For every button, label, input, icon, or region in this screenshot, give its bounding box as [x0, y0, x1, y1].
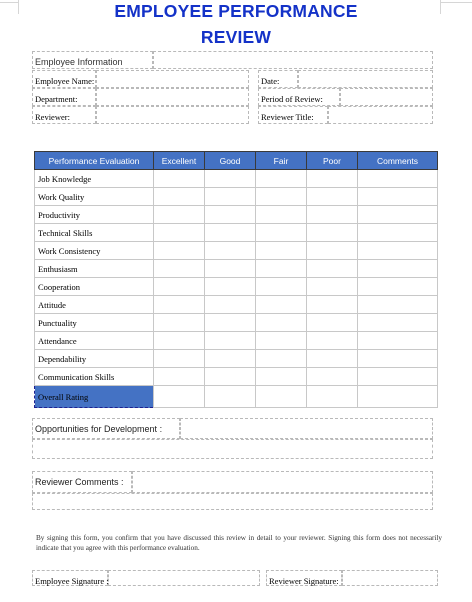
table-row — [35, 314, 438, 332]
development-field-top[interactable] — [180, 418, 433, 439]
reviewer-signature-field[interactable] — [342, 570, 438, 586]
criterion-label: Enthusiasm — [35, 260, 154, 278]
rating-cell-poor[interactable] — [307, 278, 358, 296]
rating-cell-excellent[interactable] — [154, 242, 205, 260]
overall-rating-cell-good[interactable] — [205, 386, 256, 408]
comments-cell[interactable] — [358, 296, 438, 314]
rating-cell-good[interactable] — [205, 332, 256, 350]
department-field[interactable] — [96, 88, 249, 106]
table-row — [35, 206, 438, 224]
comments-cell[interactable] — [358, 278, 438, 296]
table-row — [35, 224, 438, 242]
employee-info-heading-label: Employee Information — [35, 57, 123, 67]
reviewer-title-field[interactable] — [328, 106, 433, 124]
overall-rating-cell-fair[interactable] — [256, 386, 307, 408]
department-label-cell — [32, 88, 96, 106]
rating-cell-excellent[interactable] — [154, 170, 205, 188]
rating-cell-excellent[interactable] — [154, 224, 205, 242]
overall-rating-label: Overall Rating — [35, 386, 154, 408]
rating-cell-poor[interactable] — [307, 332, 358, 350]
performance-table-header — [35, 152, 438, 170]
comments-cell[interactable] — [358, 368, 438, 386]
rating-cell-fair[interactable] — [256, 350, 307, 368]
comments-cell[interactable] — [358, 242, 438, 260]
header-criteria: Performance Evaluation — [35, 152, 154, 170]
reviewer-label: Reviewer: — [35, 112, 70, 122]
rating-cell-good[interactable] — [205, 188, 256, 206]
table-row — [35, 260, 438, 278]
table-row — [35, 296, 438, 314]
rating-cell-good[interactable] — [205, 260, 256, 278]
rating-cell-poor[interactable] — [307, 350, 358, 368]
comments-cell[interactable] — [358, 260, 438, 278]
employee-signature-label-cell — [32, 570, 108, 586]
header-fair: Fair — [256, 152, 307, 170]
rating-cell-good[interactable] — [205, 350, 256, 368]
rating-cell-good[interactable] — [205, 224, 256, 242]
page-title-line-1: EMPLOYEE PERFORMANCE — [114, 1, 358, 21]
rating-cell-good[interactable] — [205, 242, 256, 260]
performance-table — [34, 151, 438, 408]
header-comments: Comments — [358, 152, 438, 170]
rating-cell-poor[interactable] — [307, 314, 358, 332]
table-row — [35, 350, 438, 368]
rating-cell-fair[interactable] — [256, 278, 307, 296]
overall-rating-row — [35, 386, 438, 408]
rating-cell-fair[interactable] — [256, 368, 307, 386]
rating-cell-fair[interactable] — [256, 260, 307, 278]
rating-cell-excellent[interactable] — [154, 314, 205, 332]
rating-cell-fair[interactable] — [256, 332, 307, 350]
comments-label-cell — [32, 471, 132, 493]
rating-cell-excellent[interactable] — [154, 296, 205, 314]
page-title-line-2: REVIEW — [200, 27, 272, 47]
rating-cell-excellent[interactable] — [154, 278, 205, 296]
date-label-cell — [258, 70, 298, 88]
employee-info-heading-spacer — [153, 51, 433, 69]
employee-name-label: Employee Name: — [35, 76, 95, 86]
header-excellent: Excellent — [154, 152, 205, 170]
rating-cell-good[interactable] — [205, 170, 256, 188]
rating-cell-poor[interactable] — [307, 206, 358, 224]
criterion-label: Attendance — [35, 332, 154, 350]
development-label-cell — [32, 418, 180, 439]
comments-cell[interactable] — [358, 224, 438, 242]
criterion-label: Work Consistency — [35, 242, 154, 260]
table-row — [35, 368, 438, 386]
period-label-cell — [258, 88, 340, 106]
table-row — [35, 332, 438, 350]
rating-cell-good[interactable] — [205, 206, 256, 224]
comments-cell[interactable] — [358, 206, 438, 224]
rating-cell-poor[interactable] — [307, 368, 358, 386]
overall-comments-cell[interactable] — [358, 386, 438, 408]
criterion-label: Attitude — [35, 296, 154, 314]
rating-cell-fair[interactable] — [256, 206, 307, 224]
rating-cell-fair[interactable] — [256, 188, 307, 206]
criterion-label: Technical Skills — [35, 224, 154, 242]
rating-cell-poor[interactable] — [307, 242, 358, 260]
rating-cell-fair[interactable] — [256, 296, 307, 314]
criterion-label: Cooperation — [35, 278, 154, 296]
department-label: Department: — [35, 94, 78, 104]
period-label: Period of Review: — [261, 94, 323, 104]
comments-cell[interactable] — [358, 332, 438, 350]
criterion-label: Communication Skills — [35, 368, 154, 386]
employee-name-field[interactable] — [96, 70, 249, 88]
criterion-label: Job Knowledge — [35, 170, 154, 188]
overall-rating-cell-poor[interactable] — [307, 386, 358, 408]
criterion-label: Punctuality — [35, 314, 154, 332]
rating-cell-fair[interactable] — [256, 242, 307, 260]
rating-cell-poor[interactable] — [307, 296, 358, 314]
signature-disclaimer: By signing this form, you confirm that you have discussed this review in detail to your reviewer. Signing this form does not necessarily indicate that you agree with this performance evaluation. — [36, 534, 442, 552]
rating-cell-good[interactable] — [205, 278, 256, 296]
comments-cell[interactable] — [358, 314, 438, 332]
rating-cell-poor[interactable] — [307, 188, 358, 206]
period-field[interactable] — [340, 88, 433, 106]
comments-field-bottom[interactable] — [32, 493, 433, 510]
reviewer-title-label-cell — [258, 106, 328, 124]
comments-cell[interactable] — [358, 170, 438, 188]
comments-field-top[interactable] — [132, 471, 433, 493]
rating-cell-excellent[interactable] — [154, 206, 205, 224]
criterion-label: Work Quality — [35, 188, 154, 206]
date-label: Date: — [261, 76, 280, 86]
development-label: Opportunities for Development : — [35, 424, 163, 434]
rating-cell-good[interactable] — [205, 296, 256, 314]
rating-cell-good[interactable] — [205, 368, 256, 386]
comments-label: Reviewer Comments : — [35, 477, 124, 487]
rating-cell-excellent[interactable] — [154, 368, 205, 386]
table-row — [35, 170, 438, 188]
employee-signature-field[interactable] — [108, 570, 260, 586]
comments-cell[interactable] — [358, 350, 438, 368]
rating-cell-fair[interactable] — [256, 224, 307, 242]
date-field[interactable] — [298, 70, 433, 88]
rating-cell-excellent[interactable] — [154, 350, 205, 368]
employee-name-label-cell — [32, 70, 96, 88]
reviewer-label-cell — [32, 106, 96, 124]
reviewer-signature-label-cell — [266, 570, 342, 586]
rating-cell-poor[interactable] — [307, 260, 358, 278]
rating-cell-good[interactable] — [205, 314, 256, 332]
rating-cell-excellent[interactable] — [154, 188, 205, 206]
rating-cell-excellent[interactable] — [154, 332, 205, 350]
criterion-label: Dependability — [35, 350, 154, 368]
development-field-bottom[interactable] — [32, 439, 433, 459]
header-good: Good — [205, 152, 256, 170]
reviewer-signature-label: Reviewer Signature: — [269, 576, 339, 586]
employee-info-heading — [32, 51, 153, 69]
overall-rating-cell-excellent[interactable] — [154, 386, 205, 408]
rating-cell-fair[interactable] — [256, 170, 307, 188]
table-row — [35, 242, 438, 260]
reviewer-field[interactable] — [96, 106, 249, 124]
table-row — [35, 278, 438, 296]
rating-cell-poor[interactable] — [307, 224, 358, 242]
rating-cell-excellent[interactable] — [154, 260, 205, 278]
rating-cell-poor[interactable] — [307, 170, 358, 188]
table-row — [35, 188, 438, 206]
employee-signature-label: Employee Signature : — [35, 576, 109, 586]
rating-cell-fair[interactable] — [256, 314, 307, 332]
criterion-label: Productivity — [35, 206, 154, 224]
comments-cell[interactable] — [358, 188, 438, 206]
header-poor: Poor — [307, 152, 358, 170]
reviewer-title-label: Reviewer Title: — [261, 112, 314, 122]
